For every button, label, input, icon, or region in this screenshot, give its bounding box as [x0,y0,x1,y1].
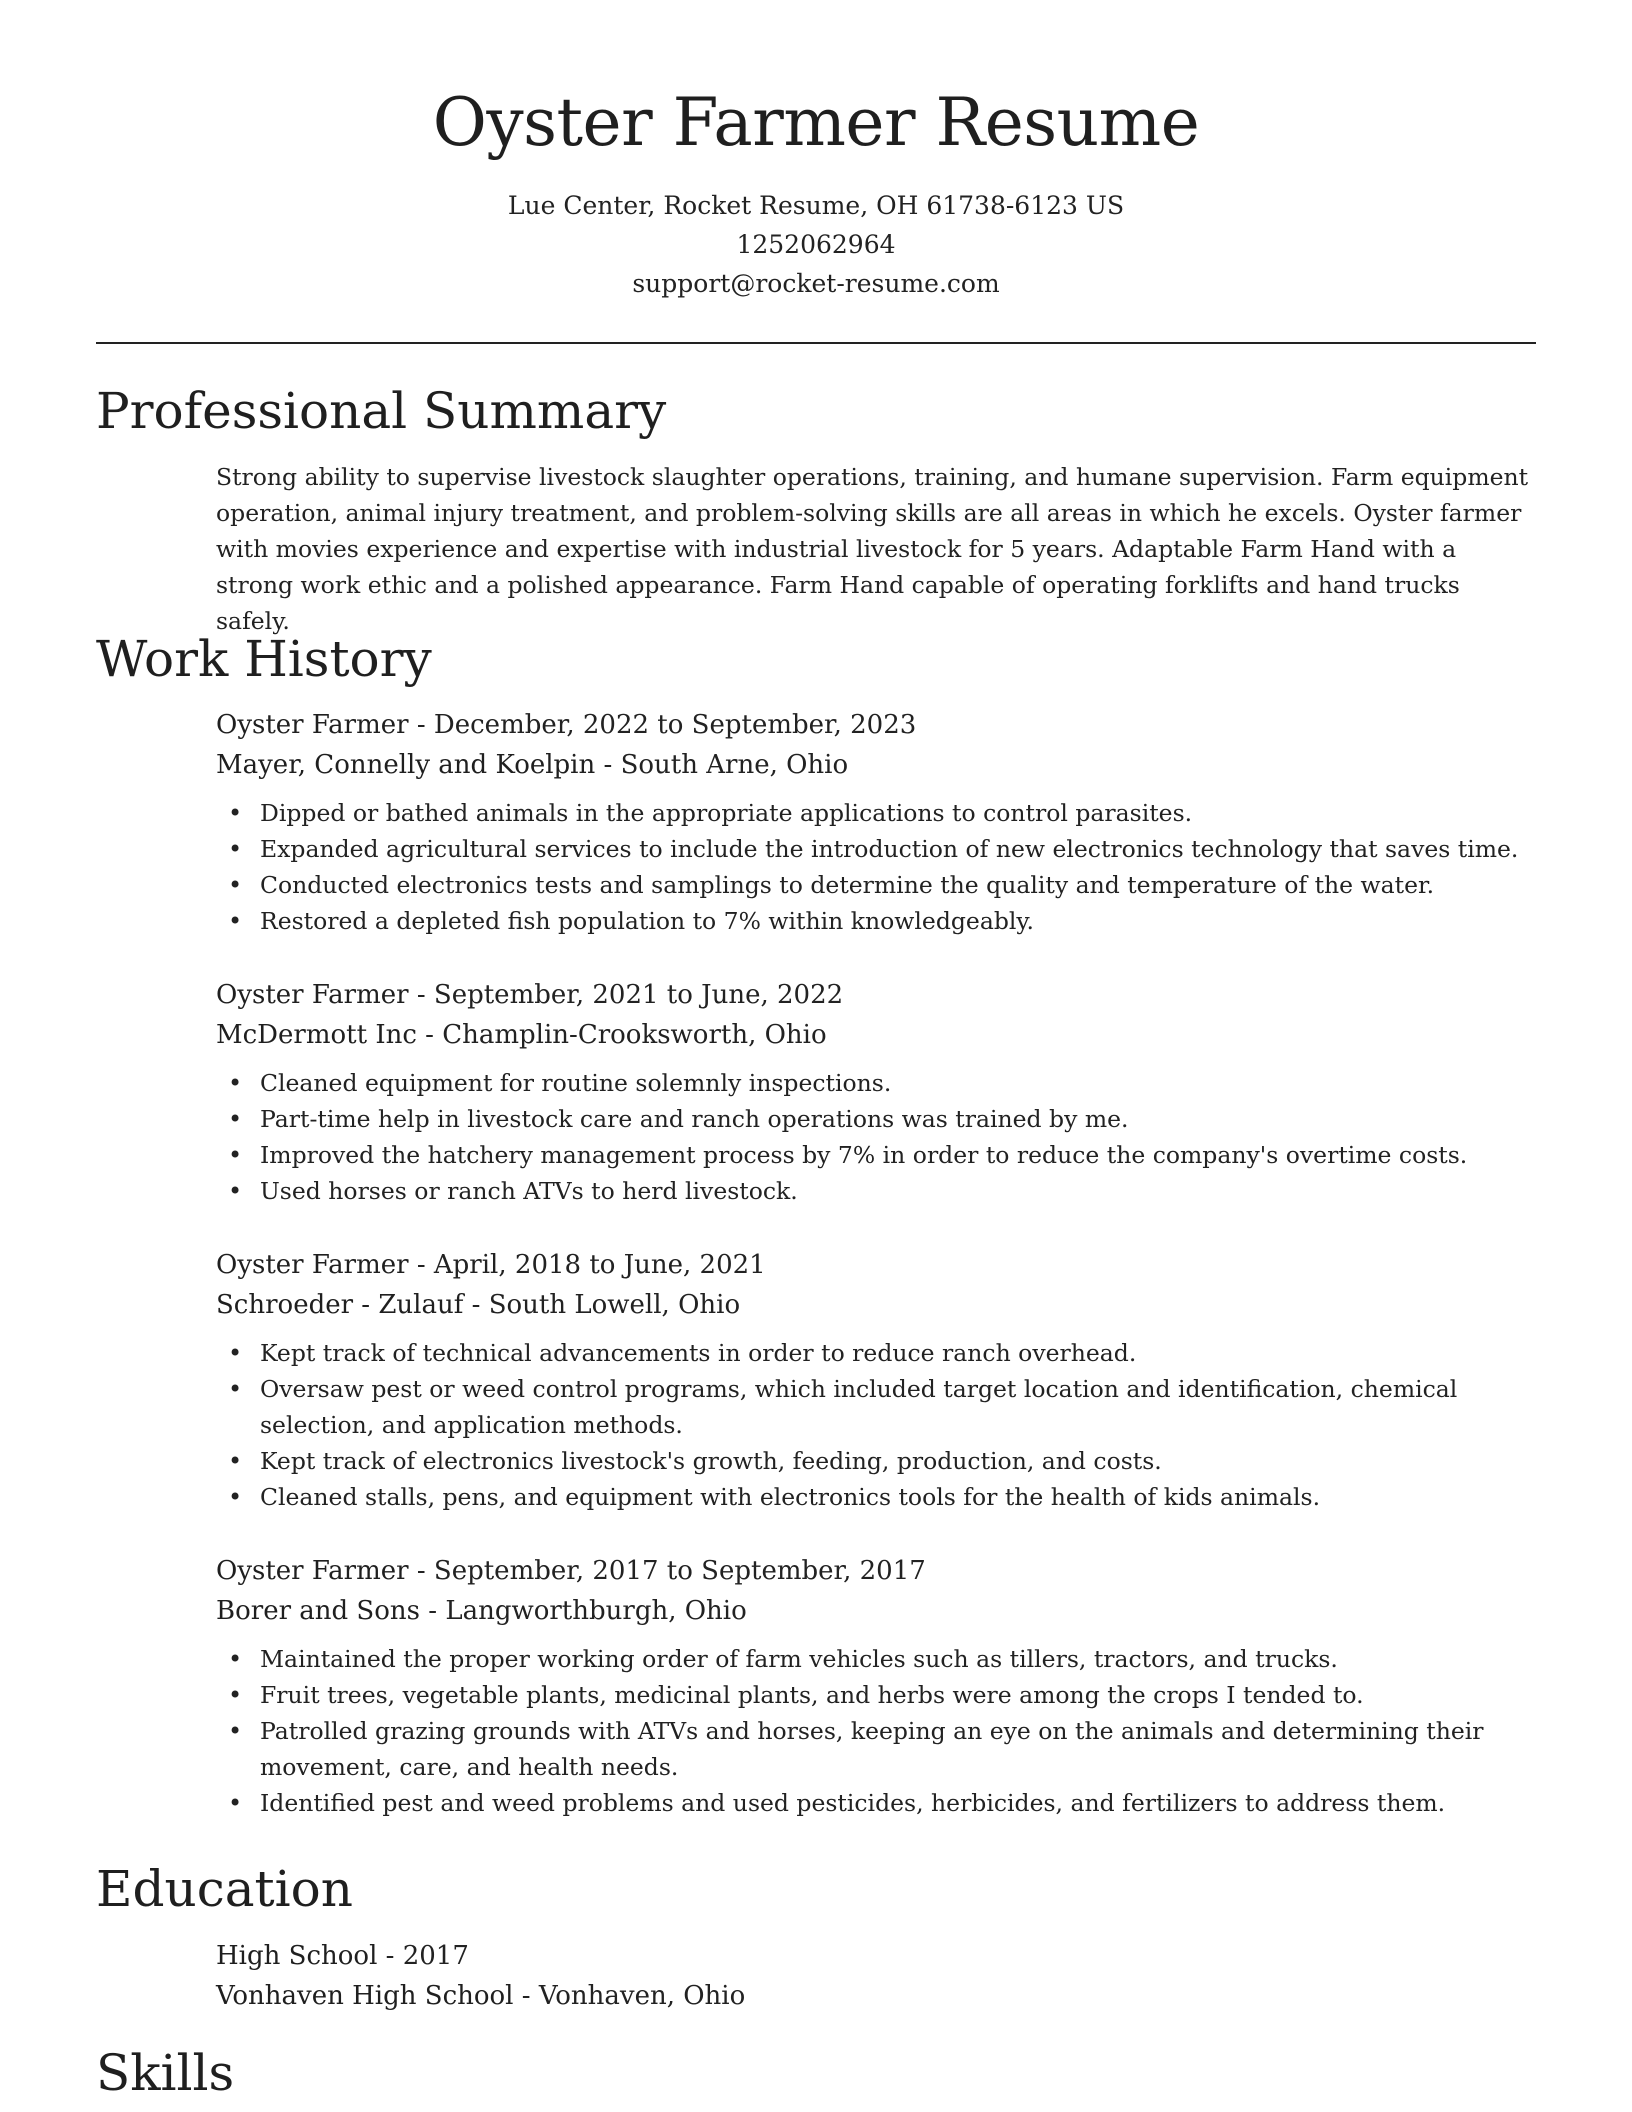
job-company: Borer and Sons [216,1596,420,1626]
job-bullet: • Maintained the proper working order of farm vehicles such as tillers, tractors, and trucks. [216,1641,1536,1677]
separator: - [408,1250,434,1280]
job-entry [216,1245,1536,1515]
job-bullet: • Improved the hatchery management process by 7% in order to reduce the company's overtime costs. [216,1137,1536,1173]
education-degree: High School [216,1941,378,1971]
job-dates: April, 2018 to June, 2021 [433,1250,766,1280]
job-title-line [216,705,1536,745]
job-entry [216,975,1536,1209]
separator: - [408,1556,434,1586]
education-year: 2017 [402,1941,469,1971]
job-company-line [216,1285,1536,1325]
job-company: McDermott Inc [216,1020,417,1050]
job-entry [216,705,1536,939]
contact-address: Lue Center, Rocket Resume, OH 61738-6123 US [507,191,1125,220]
job-location: South Arne, Ohio [620,750,849,780]
job-bullet: • Dipped or bathed animals in the appropriate applications to control parasites. [216,795,1536,831]
job-bullet: • Kept track of technical advancements in order to reduce ranch overhead. [216,1335,1536,1371]
contact-email: support@rocket-resume.com [632,269,1000,298]
job-bullets [216,1335,1536,1515]
job-title-line [216,1245,1536,1285]
job-company: Mayer, Connelly and Koelpin [216,750,596,780]
job-bullets [216,1065,1536,1209]
job-company: Schroeder - Zulauf [216,1290,464,1320]
job-bullet: • Cleaned stalls, pens, and equipment with electronics tools for the health of kids animals. [216,1479,1536,1515]
job-bullet: • Cleaned equipment for routine solemnly inspections. [216,1065,1536,1101]
job-bullet: • Oversaw pest or weed control programs, which included target location and identification, chemical selection, and application methods. [216,1371,1536,1443]
contact-phone: 1252062964 [736,230,896,259]
job-title: Oyster Farmer [216,1556,409,1586]
job-bullet: • Kept track of electronics livestock's growth, feeding, production, and costs. [216,1443,1536,1479]
job-bullet: • Fruit trees, vegetable plants, medicinal plants, and herbs were among the crops I tended to. [216,1677,1536,1713]
work-history-heading: Work History [96,630,432,688]
job-company-line [216,1591,1536,1631]
job-bullets [216,1641,1536,1821]
job-title-line [216,1551,1536,1591]
education-entry [216,1936,1536,2016]
job-location: Langworthburgh, Ohio [445,1596,747,1626]
separator: - [377,1941,403,1971]
education-school: Vonhaven High School [216,1981,514,2011]
job-location: Champlin-Crooksworth, Ohio [442,1020,827,1050]
job-bullet: • Patrolled grazing grounds with ATVs and horses, keeping an eye on the animals and determining their movement, care, and health needs. [216,1713,1536,1785]
job-title-line [216,975,1536,1015]
job-bullet: • Conducted electronics tests and samplings to determine the quality and temperature of the water. [216,867,1536,903]
job-dates: December, 2022 to September, 2023 [433,710,917,740]
job-bullet: • Used horses or ranch ATVs to herd livestock. [216,1173,1536,1209]
separator: - [419,1596,446,1626]
separator: - [463,1290,489,1320]
job-location: South Lowell, Ohio [488,1290,741,1320]
job-company-line [216,745,1536,785]
separator: - [595,750,621,780]
resume-title: Oyster Farmer Resume [432,84,1200,161]
job-bullets [216,795,1536,939]
job-bullet: • Expanded agricultural services to include the introduction of new electronics technology that saves time. [216,831,1536,867]
education-location: Vonhaven, Ohio [538,1981,746,2011]
separator: - [416,1020,443,1050]
job-title: Oyster Farmer [216,1250,409,1280]
resume-header [0,84,1632,303]
job-dates: September, 2021 to June, 2022 [433,980,844,1010]
job-bullet: • Identified pest and weed problems and used pesticides, herbicides, and fertilizers to address them. [216,1785,1536,1821]
education-degree-line [216,1936,1536,1976]
separator: - [513,1981,539,2011]
contact-info [0,186,1632,303]
job-title: Oyster Farmer [216,710,409,740]
header-divider [96,342,1536,344]
summary-heading: Professional Summary [96,382,667,440]
separator: - [408,710,434,740]
job-entry [216,1551,1536,1821]
separator: - [408,980,434,1010]
summary-text: Strong ability to supervise livestock slaughter operations, training, and humane supervision. Farm equipment operation, animal injury treatment, and problem-solving skills are all areas in which he excels. Oyster farmer with movies experience and expertise with industrial livestock for 5 years. Adaptable Farm Hand with a strong work ethic and a polished appearance. Farm Hand capable of operating forklifts and hand trucks safely. [216,463,1529,635]
job-company-line [216,1015,1536,1055]
education-heading: Education [96,1860,353,1918]
job-bullet: • Part-time help in livestock care and ranch operations was trained by me. [216,1101,1536,1137]
skills-heading: Skills [96,2044,235,2102]
job-dates: September, 2017 to September, 2017 [433,1556,926,1586]
job-title: Oyster Farmer [216,980,409,1010]
education-school-line [216,1976,1536,2016]
job-bullet: • Restored a depleted fish population to 7% within knowledgeably. [216,903,1536,939]
